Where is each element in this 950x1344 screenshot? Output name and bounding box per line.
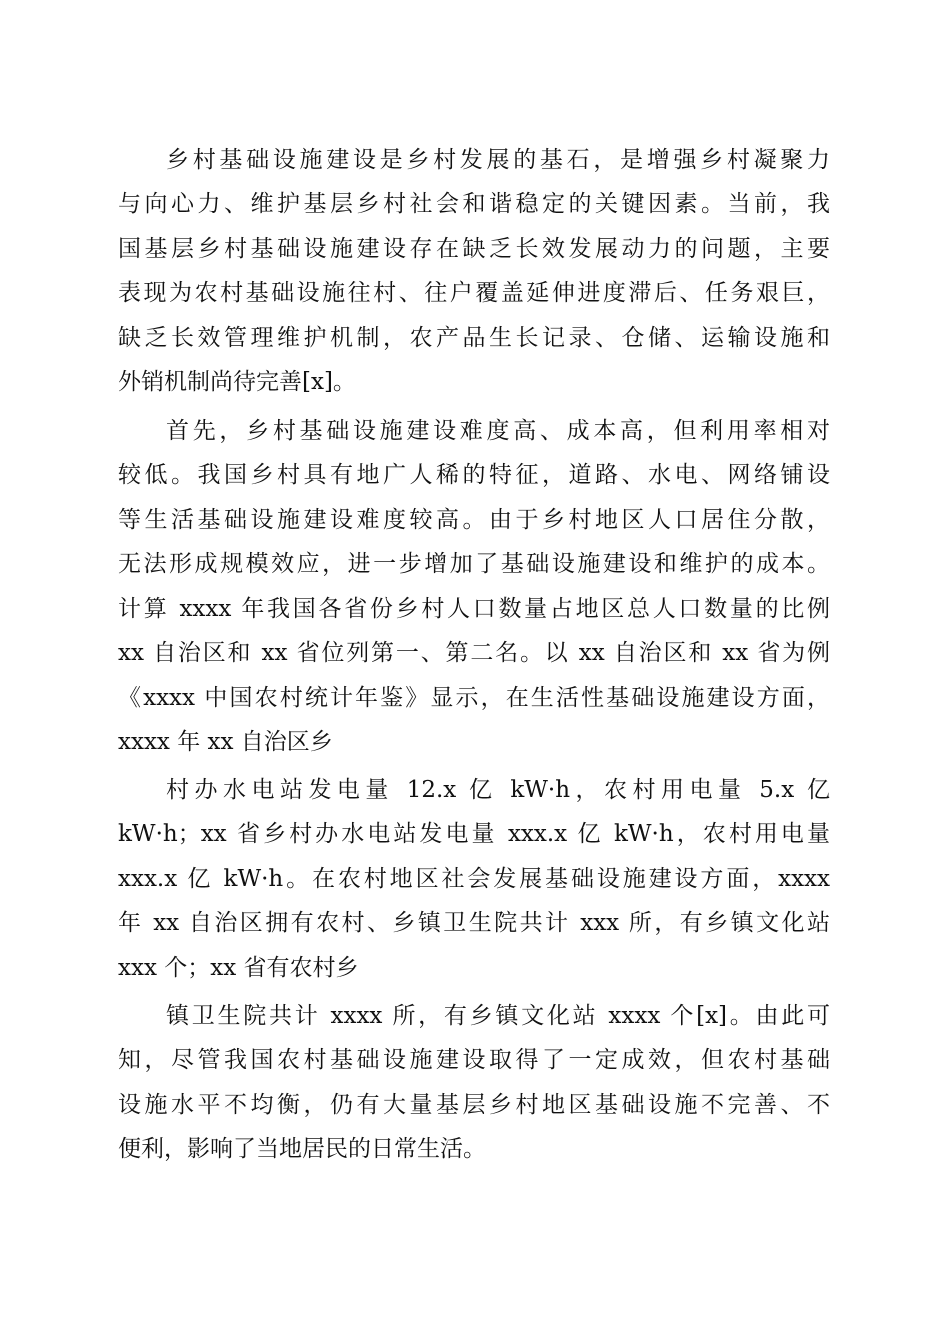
paragraph-line: 国基层乡村基础设施建设存在缺乏长效发展动力的问题，主要 (118, 236, 830, 262)
paragraph-line: 便利，影响了当地居民的日常生活。 (118, 1136, 486, 1162)
paragraph-line: 乡村基础设施建设是乡村发展的基石，是增强乡村凝聚力 (166, 147, 830, 173)
paragraph-line: 缺乏长效管理维护机制，农产品生长记录、仓储、运输设施和 (118, 325, 830, 351)
paragraph-line: 村办水电站发电量 12.x 亿 kW·h，农村用电量 5.x 亿 (166, 777, 830, 803)
paragraph-line: xx 自治区和 xx 省位列第一、第二名。以 xx 自治区和 xx 省为例 (118, 640, 830, 666)
paragraph-line: 年 xx 自治区拥有农村、乡镇卫生院共计 xxx 所，有乡镇文化站 (118, 910, 830, 936)
paragraph-line: 计算 xxxx 年我国各省份乡村人口数量占地区总人口数量的比例 (118, 596, 830, 622)
paragraph-line: 知，尽管我国农村基础设施建设取得了一定成效，但农村基础 (118, 1047, 830, 1073)
paragraph-line: 与向心力、维护基层乡村社会和谐稳定的关键因素。当前，我 (118, 191, 830, 217)
paragraph-line: kW·h；xx 省乡村办水电站发电量 xxx.x 亿 kW·h，农村用电量 (118, 821, 830, 847)
paragraph-line: 镇卫生院共计 xxxx 所，有乡镇文化站 xxxx 个[x]。由此可 (166, 1003, 830, 1029)
paragraph-line: xxx 个；xx 省有农村乡 (118, 955, 359, 981)
paragraph-line: xxxx 年 xx 自治区乡 (118, 729, 333, 755)
paragraph-line: 较低。我国乡村具有地广人稀的特征，道路、水电、网络铺设 (118, 462, 830, 488)
paragraph-line: 无法形成规模效应，进一步增加了基础设施建设和维护的成本。 (118, 551, 830, 577)
paragraph-line: 表现为农村基础设施往村、往户覆盖延伸进度滞后、任务艰巨， (118, 280, 830, 306)
paragraph-line: 设施水平不均衡，仍有大量基层乡村地区基础设施不完善、不 (118, 1092, 830, 1118)
paragraph-line: xxx.x 亿 kW·h。在农村地区社会发展基础设施建设方面，xxxx (118, 866, 830, 892)
paragraph-line: 等生活基础设施建设难度较高。由于乡村地区人口居住分散， (118, 507, 830, 533)
paragraph-line: 《xxxx 中国农村统计年鉴》显示，在生活性基础设施建设方面， (118, 685, 830, 711)
paragraph-line: 首先，乡村基础设施建设难度高、成本高，但利用率相对 (166, 418, 830, 444)
paragraph-line: 外销机制尚待完善[x]。 (118, 369, 356, 395)
